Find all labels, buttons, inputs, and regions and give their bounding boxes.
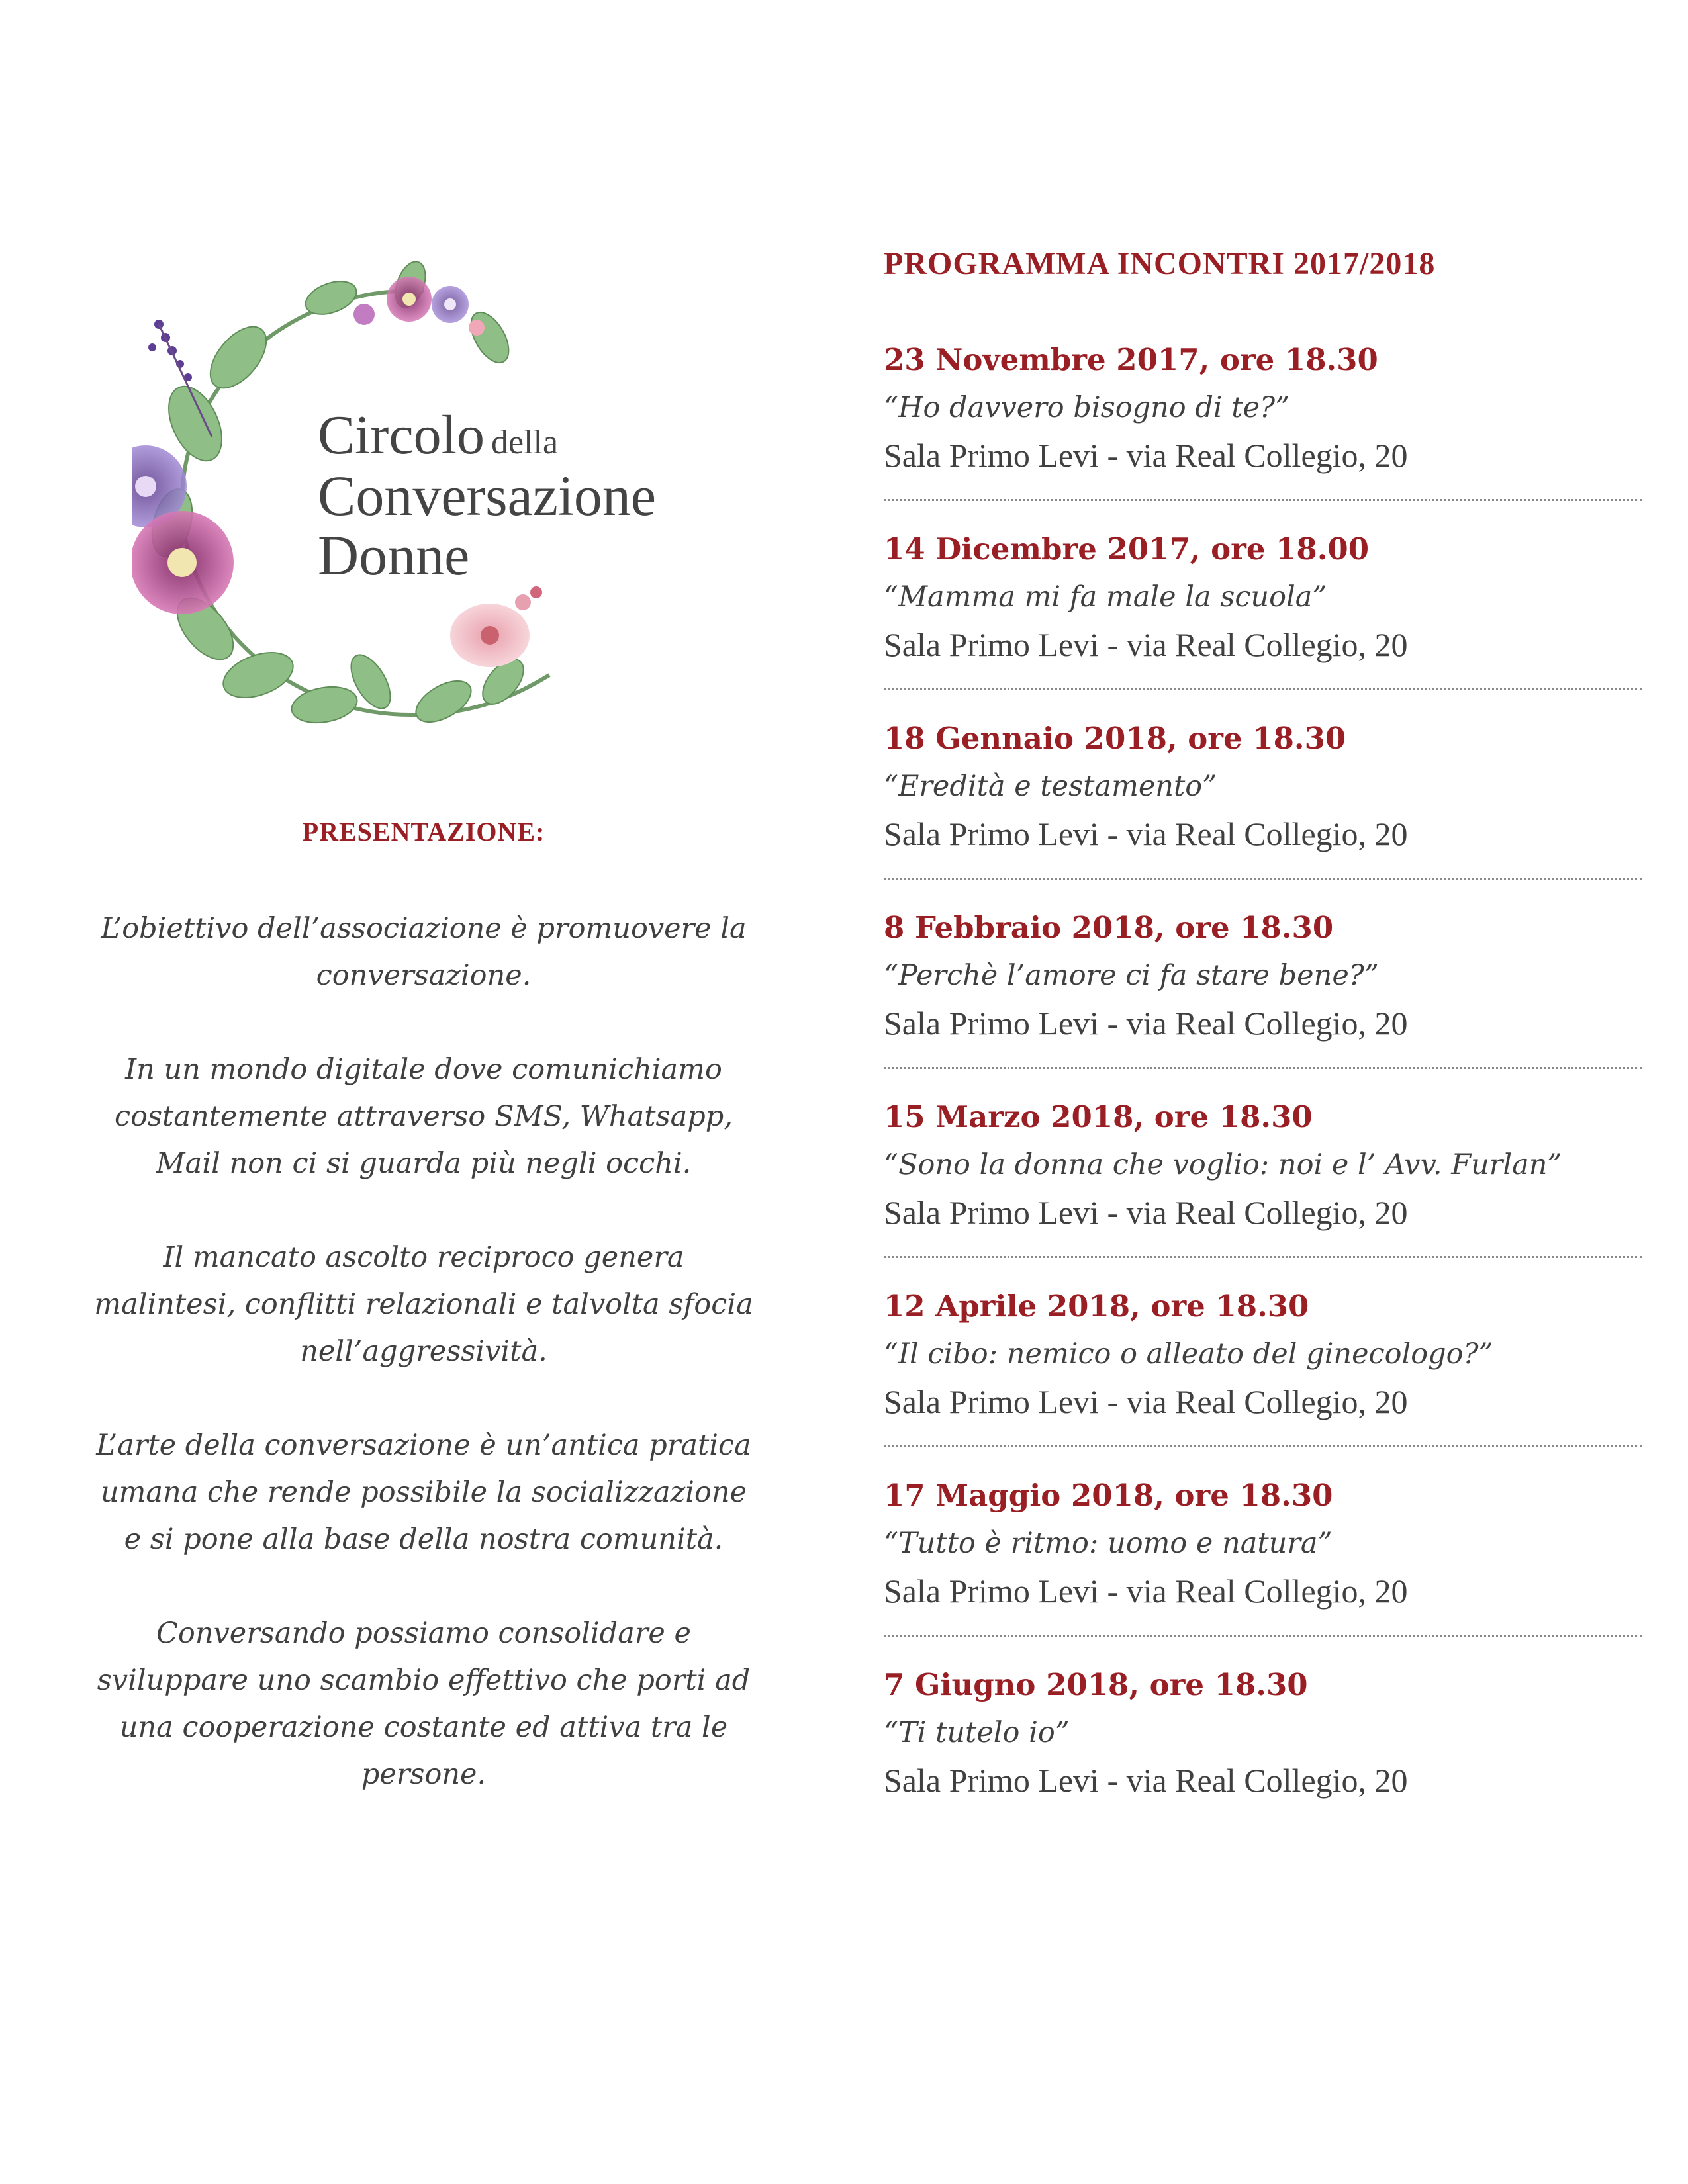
- event-date: 23 Novembre 2017, ore 18.30: [884, 342, 1378, 377]
- dotted-divider: [884, 1635, 1642, 1637]
- event-date: 18 Gennaio 2018, ore 18.30: [884, 721, 1346, 756]
- event-item: [884, 336, 1642, 525]
- event-title: “Eredità e testamento”: [884, 770, 1217, 803]
- association-logo: [132, 258, 768, 735]
- dotted-divider: [884, 1067, 1642, 1069]
- event-date: 14 Dicembre 2017, ore 18.00: [884, 531, 1370, 567]
- event-item: [884, 1661, 1642, 1850]
- dotted-divider: [884, 688, 1642, 690]
- event-title: “Ho davvero bisogno di te?”: [884, 391, 1290, 424]
- event-place: Sala Primo Levi - via Real Collegio, 20: [884, 1383, 1408, 1420]
- event-title: “Perchè l’amore ci fa stare bene?”: [884, 959, 1379, 992]
- presentation-body: [40, 905, 808, 1845]
- event-title: “Mamma mi fa male la scuola”: [884, 580, 1327, 614]
- event-date: 17 Maggio 2018, ore 18.30: [884, 1478, 1333, 1513]
- event-title: “Ti tutelo io”: [884, 1716, 1070, 1749]
- event-place: Sala Primo Levi - via Real Collegio, 20: [884, 815, 1408, 852]
- event-item: [884, 1093, 1642, 1283]
- event-title: “Tutto è ritmo: uomo e natura”: [884, 1527, 1333, 1560]
- event-item: [884, 904, 1642, 1093]
- event-list: [884, 336, 1642, 1850]
- logo-word-donne: Donne: [318, 523, 470, 587]
- dotted-divider: [884, 878, 1642, 880]
- logo-word-della: della: [491, 424, 559, 461]
- presentation-paragraph: L’arte della conversazione è un’antica pratica umana che rende possibile la socializzazione e si pone alla base della nostra comunità.: [96, 1429, 751, 1556]
- event-title: “Il cibo: nemico o alleato del ginecologo?”: [884, 1338, 1493, 1371]
- event-item: [884, 715, 1642, 904]
- event-date: 15 Marzo 2018, ore 18.30: [884, 1099, 1313, 1134]
- event-item: [884, 1472, 1642, 1661]
- logo-word-conversazione: Conversazione: [318, 464, 657, 527]
- event-place: Sala Primo Levi - via Real Collegio, 20: [884, 1194, 1408, 1231]
- event-place: Sala Primo Levi - via Real Collegio, 20: [884, 1572, 1408, 1610]
- event-item: [884, 1283, 1642, 1472]
- event-place: Sala Primo Levi - via Real Collegio, 20: [884, 626, 1408, 663]
- event-date: 7 Giugno 2018, ore 18.30: [884, 1667, 1308, 1702]
- presentation-heading: PRESENTAZIONE:: [302, 817, 545, 846]
- event-date: 12 Aprile 2018, ore 18.30: [884, 1289, 1309, 1324]
- dotted-divider: [884, 1256, 1642, 1258]
- event-item: [884, 525, 1642, 715]
- presentation-paragraph: Conversando possiamo consolidare e sviluppare uno scambio effettivo che porti ad una cooperazione costante ed attiva tra le persone.: [97, 1617, 751, 1791]
- event-place: Sala Primo Levi - via Real Collegio, 20: [884, 1005, 1408, 1042]
- program-heading: PROGRAMMA INCONTRI 2017/2018: [884, 246, 1436, 281]
- event-place: Sala Primo Levi - via Real Collegio, 20: [884, 437, 1408, 474]
- logo-word-circolo: Circolo della: [318, 404, 559, 466]
- dotted-divider: [884, 1445, 1642, 1447]
- event-date: 8 Febbraio 2018, ore 18.30: [884, 910, 1334, 945]
- presentation-paragraph: In un mondo digitale dove comunichiamo costantemente attraverso SMS, Whatsapp, Mail non ci si guarda più negli occhi.: [115, 1053, 733, 1180]
- event-title: “Sono la donna che voglio: noi e l’ Avv. Furlan”: [884, 1148, 1562, 1181]
- dotted-divider: [884, 499, 1642, 501]
- presentation-paragraph: L’obiettivo dell’associazione è promuovere la conversazione.: [101, 912, 747, 992]
- presentation-paragraph: Il mancato ascolto reciproco genera malintesi, conflitti relazionali e talvolta sfocia nell’aggressività.: [94, 1241, 753, 1368]
- event-place: Sala Primo Levi - via Real Collegio, 20: [884, 1762, 1408, 1799]
